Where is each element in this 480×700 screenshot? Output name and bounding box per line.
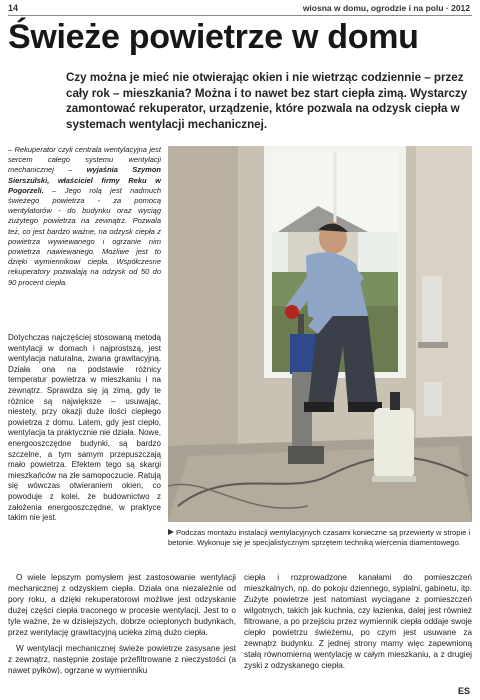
photo-caption — [168, 528, 472, 548]
page-number: 14 — [8, 3, 19, 13]
intro-paragraph — [8, 145, 161, 288]
intro-quote-rest: – Jego rolą jest nadmuch świeżego powietrza - za pomocą wentylatorów - do budynku oraz wyciąg zużytego powietrza na zewnątrz. Pozwala też, co jest bardzo ważne, na odzysk ciepła z powietrza wywiewanego i ogrzanie nim powietrza nawiewanego. Możliwe jest to dzięki wymiennikowi ciepła. Współczesne rekuperatory pozwalają na odzysk od 50 do 90 procent ciepła. — [8, 185, 161, 287]
bottom-left-paragraph-1: O wiele lepszym pomysłem jest zastosowanie wentylacji mechanicznej z odzyskiem ciepła. Działa ona niezależnie od pory roku, a dzięki rekuperatorowi możliwe jest odzyskanie dużej części ciepła traconego w procesie wentylacji. Jest to o tyle ważne, że w dzisiejszych, dobrze ocieplonych budynkach, przez wentylację grawitacyjną ucieka zimą dużo ciepła. — [8, 573, 236, 637]
caption-text: Podczas montażu instalacji wentylacyjnych czasami konieczne są przewierty w stropie i betonie. Wykonuje się je specjalistycznym sprzętem techniką wiercenia diamentowego. — [168, 528, 471, 547]
intro-speaker: wyjaśnia Szymon Sierszulski, właściciel firmy Reku w Pogorzeli. — [8, 165, 161, 195]
article-headline: Świeże powietrze w domu — [8, 18, 419, 56]
magazine-title: wiosna w domu, ogrodzie i na polu · 2012 — [302, 3, 470, 13]
left-body-paragraph: Dotychczas najczęściej stosowaną metodą wentylacji w domach i najprostszą, jest wentylacja naturalna, zwana grawitacyjną. Działa ona na podstawie różnicy temperatur powietrza w mieszkaniu i na zewnątrz. Sprawdza się ją zimą, gdy te różnice są największe – usuwając, niestety, przy okazji duże ilości ciepłego powietrza z domu. Latem, gdy jest ciepło, wentylacja ta praktycznie nie działa. Nowe, energooszczędne budynki, są bardzo szczelne, a tym samym przepuszczają mało powietrza. Efektem tego są skargi mieszkańców na złe samopoczucie. Ratują się wówczas otwieraniem okien, co powoduje z kolei, że budownictwo z założenia energooszczędne, w praktyce takim nie jest. — [8, 333, 161, 523]
intro-quote — [8, 145, 161, 288]
article-photo — [168, 146, 472, 522]
intro-quote-start: – Rekuperator czyli centrala wentylacyjna jest sercem całego systemu wentylacji mechanicznej – — [8, 145, 161, 175]
photo-illustration — [168, 146, 472, 522]
bottom-left-column — [8, 572, 236, 681]
bottom-right-paragraph: ciepła i rozprowadzone kanałami do pomieszczeń mieszkalnych, np. do pokoju dziennego, sypialni, gabinetu, itp. Zużyte powietrze jest natomiast wyciągane z pomieszczeń wilgotnych, takich jak kuchnia, czy łazienka, dalej jest również filtrowane, a po przejściu przez wymiennik ciepła oddaje swoje ciepło powietrzu świeżemu, po czym jest usuwane za zewnątrz budynku. Z jednej strony mamy więc zapewnioną stałą równomierną wentylację w całym mieszkaniu, a z drugiej zyski z odzyskanego ciepła. — [244, 573, 472, 670]
left-column-body — [8, 333, 161, 524]
caption-triangle-icon — [168, 529, 174, 535]
article-lead: Czy można je mieć nie otwierając okien i nie wietrząc codziennie – przez cały rok – mieszkania? Można i to nawet bez start ciepła zimą. Wystarczy zamontować rekuperator, urządzenie, które pozwala na odzysk ciepła w systemach wentylacji mechanicznej. — [66, 71, 468, 131]
bottom-left-paragraph-2: W wentylacji mechanicznej świeże powietrze zasysane jest z zewnątrz, następnie zostaje przefiltrowane z nieczystości (a nawet pyłków), ogrzane w wymienniku — [8, 644, 236, 675]
folio-mark: ES — [457, 686, 470, 696]
bottom-right-column — [244, 572, 472, 671]
